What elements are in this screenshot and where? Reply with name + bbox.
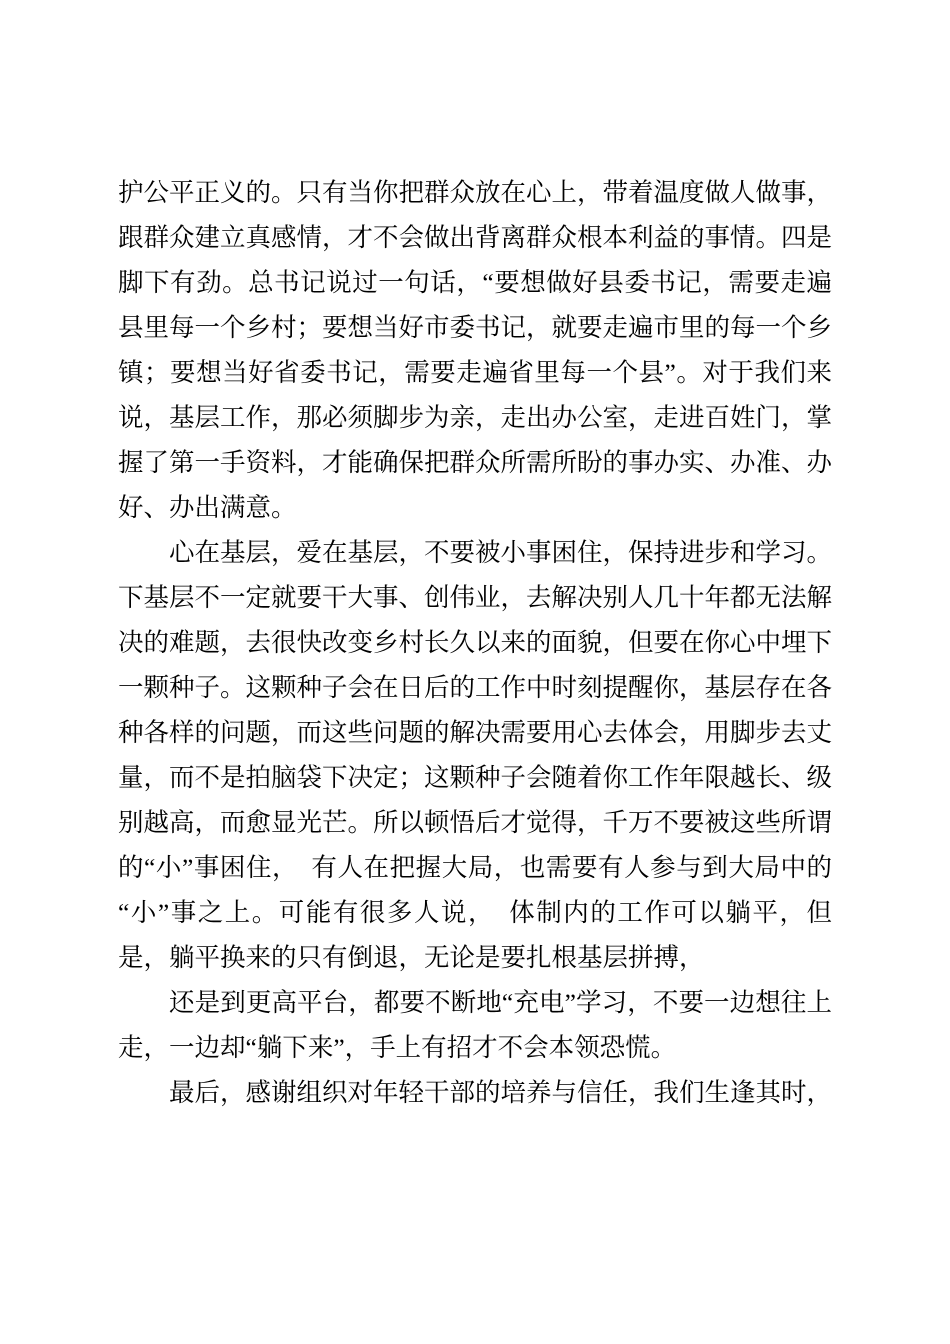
- document-text-block: [118, 170, 832, 1115]
- paragraph-continuation: 护公平正义的。只有当你把群众放在心上，带着温度做人做事，跟群众建立真感情，才不会做出背离群众根本利益的事情。四是脚下有劲。总书记说过一句话，“要想做好县委书记，需要走遍县里每一个乡村；要想当好市委书记，就要走遍市里的每一个乡镇；要想当好省委书记，需要走遍省里每一个县”。对于我们来说，基层工作，那必须脚步为亲，走出办公室，走进百姓门，掌握了第一手资料，才能确保把群众所需所盼的事办实、办准、办好、办出满意。: [118, 178, 833, 522]
- paragraph-final-thanks: 最后，感谢组织对年轻干部的培养与信任，我们生逢其时，: [169, 1078, 833, 1107]
- paragraph-higher-platform: 还是到更高平台，都要不断地“充电”学习，不要一边想往上走，一边却“躺下来”，手上有招才不会本领恐慌。: [118, 988, 832, 1062]
- paragraph-heart-in-grassroots: 心在基层，爱在基层，不要被小事困住，保持进步和学习。下基层不一定就要干大事、创伟业，去解决别人几十年都无法解决的难题，去很快改变乡村长久以来的面貌，但要在你心中埋下一颗种子。这颗种子会在日后的工作中时刻提醒你，基层存在各种各样的问题，而这些问题的解决需要用心去体会，用脚步去丈量，而不是拍脑袋下决定；这颗种子会随着你工作年限越长、级别越高，而愈显光芒。所以顿悟后才觉得，千万不要被这些所谓的“小”事困住， 有人在把握大局，也需要有人参与到大局中的“小”事之上。可能有很多人说， 体制内的工作可以躺平，但是，躺平换来的只有倒退，无论是要扎根基层拼搏，: [118, 538, 833, 972]
